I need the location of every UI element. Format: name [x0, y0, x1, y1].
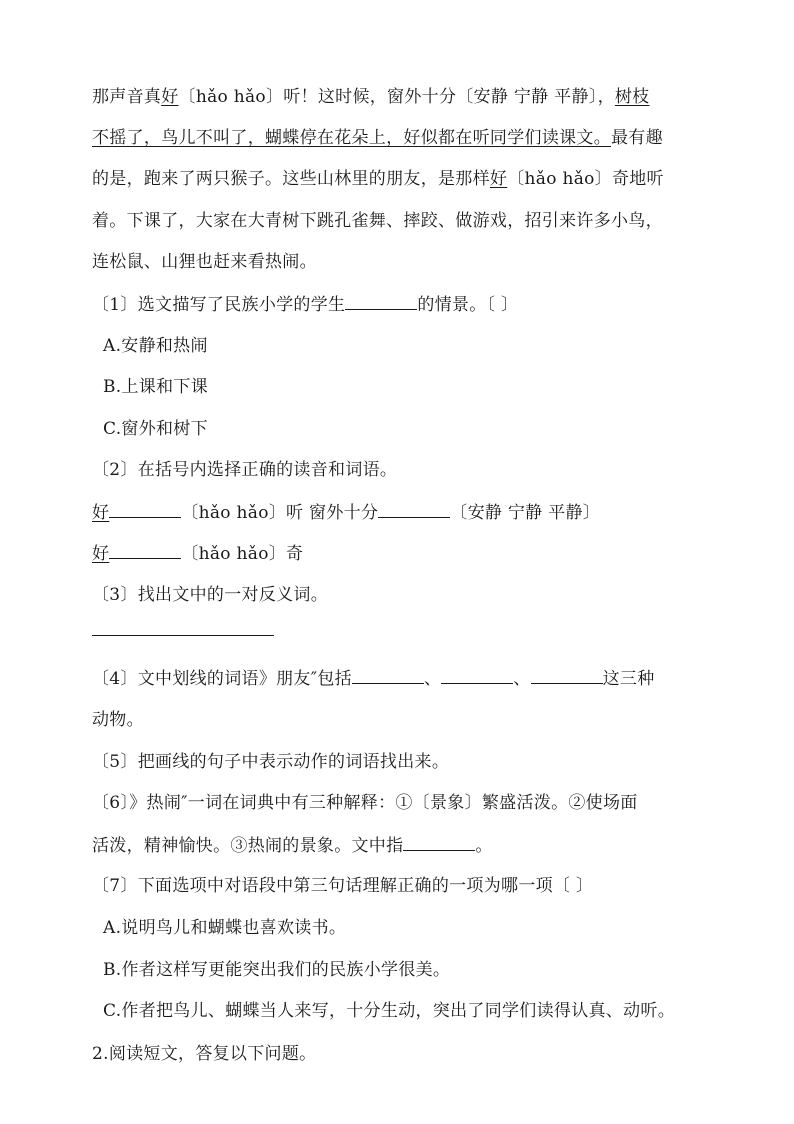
- question-6-cont: [92, 832, 493, 858]
- q1-option-c[interactable]: C.窗外和树下: [103, 419, 208, 439]
- q3-answer-row: [92, 617, 274, 643]
- passage-line-3: [92, 166, 664, 192]
- q2-row-2: [92, 540, 303, 566]
- underlined-char: 好: [489, 169, 508, 189]
- question-text: 这三种: [602, 669, 655, 689]
- underlined-sentence: 不摇了，鸟儿不叫了，蝴蝶停在花朵上，好似都在听同学们读课文。: [92, 128, 611, 148]
- passage-text: 最有趣: [611, 128, 663, 148]
- underlined-char: 好: [92, 503, 110, 523]
- question-4: [92, 665, 655, 691]
- q1-option-b[interactable]: B.上课和下课: [103, 377, 208, 397]
- question-3: 〔3〕找出文中的一对反义词。: [92, 585, 329, 605]
- passage-line-2: [92, 125, 663, 151]
- answer-blank[interactable]: [531, 665, 603, 684]
- question-text: 〔安静 宁静 平静〕: [450, 503, 601, 523]
- question-7: 〔7〕下面选项中对语段中第三句话理解正确的一项为哪一项〔 〕: [92, 876, 594, 896]
- underlined-char: 好: [92, 544, 110, 564]
- q7-option-b[interactable]: B.作者这样写更能突出我们的民族小学很美。: [103, 960, 451, 980]
- question-5: 〔5〕把画线的句子中表示动作的词语找出来。: [92, 752, 450, 772]
- passage-text: 的是，跑来了两只猴子。这些山林里的朋友，是那样: [92, 169, 490, 189]
- passage-text: 〔hǎo hǎo〕奇地听: [507, 169, 664, 189]
- answer-blank[interactable]: [109, 540, 181, 559]
- question-text: 〔hǎo hǎo〕奇: [181, 544, 304, 564]
- answer-blank[interactable]: [403, 832, 475, 851]
- question-text: 〔4〕文中划线的词语》朋友″包括: [92, 669, 352, 689]
- answer-blank[interactable]: [345, 291, 417, 310]
- q2-row-1: [92, 499, 600, 525]
- question-text: 活泼，精神愉快。③热闹的景象。文中指: [92, 836, 404, 856]
- q7-option-c[interactable]: C.作者把鸟儿、蝴蝶当人来写，十分生动，突出了同学们读得认真、动听。: [103, 1001, 676, 1021]
- answer-blank[interactable]: [92, 617, 164, 636]
- dash-line: [164, 621, 202, 636]
- answer-blank[interactable]: [109, 499, 181, 518]
- section-2-heading: 2.阅读短文，答复以下问题。: [92, 1044, 317, 1064]
- question-2: 〔2〕在括号内选择正确的读音和词语。: [92, 460, 398, 480]
- answer-blank[interactable]: [441, 665, 513, 684]
- question-text: 〔1〕选文描写了民族小学的学生: [92, 295, 346, 315]
- answer-blank[interactable]: [352, 665, 424, 684]
- q1-option-a[interactable]: A.安静和热闹: [103, 336, 208, 356]
- underlined-sentence: 树枝: [614, 87, 650, 107]
- separator: 、: [423, 669, 442, 689]
- question-1: [92, 291, 518, 317]
- answer-blank[interactable]: [378, 499, 450, 518]
- underlined-char: 好: [161, 87, 179, 107]
- passage-text: 〔hǎo hǎo〕听！这时候，窗外十分〔安静 宁静 平静〕，: [178, 87, 615, 107]
- question-text: 。: [475, 836, 493, 856]
- passage-line-4: 着。下课了，大家在大青树下跳孔雀舞、摔跤、做游戏，招引来许多小鸟，: [92, 211, 663, 231]
- question-text: 的情景。〔 〕: [417, 295, 519, 315]
- passage-line-5: 连松鼠、山狸也赶来看热闹。: [92, 252, 317, 272]
- passage-line-1: [92, 84, 649, 110]
- passage-text: 那声音真: [92, 87, 162, 107]
- question-4-cont: 动物。: [92, 710, 144, 730]
- q7-option-a[interactable]: A.说明鸟儿和蝴蝶也喜欢读书。: [103, 918, 347, 938]
- separator: 、: [513, 669, 531, 689]
- answer-blank[interactable]: [202, 617, 274, 636]
- question-6: 〔6〕》热闹″一词在词典中有三种解释：①〔景象〕繁盛活泼。②使场面: [92, 793, 638, 813]
- question-text: 〔hǎo hǎo〕听 窗外十分: [181, 503, 379, 523]
